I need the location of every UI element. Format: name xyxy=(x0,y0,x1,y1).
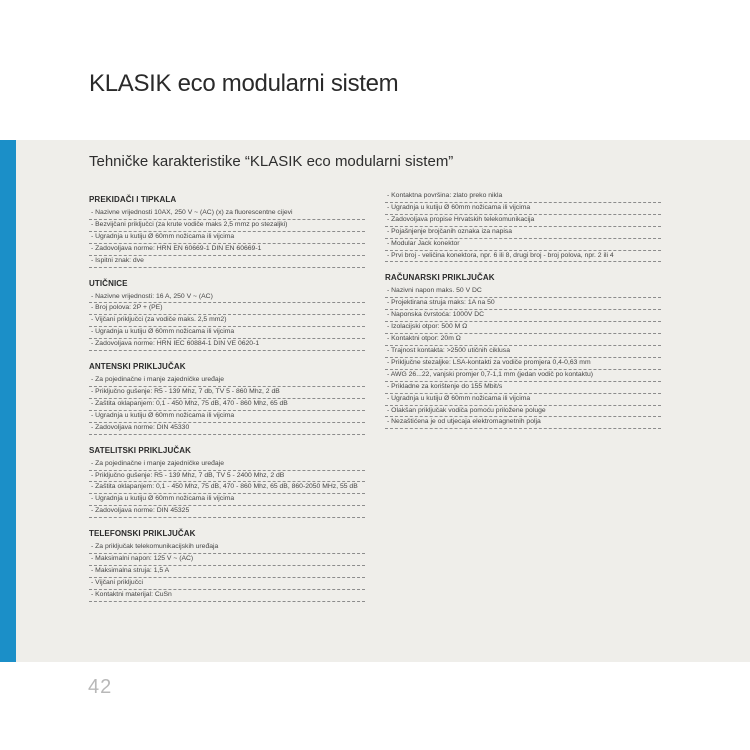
spec-row: - Izolacijski otpor: 500 M Ω xyxy=(385,322,661,334)
spec-row: - Za pojedinačne i manje zajedničke uređaje xyxy=(89,459,365,471)
spec-row: - Pojašnjenje brojčanih oznaka iza napisa xyxy=(385,227,661,239)
spec-row: - Zadovoljava propise Hrvatskih telekomunikacija xyxy=(385,215,661,227)
section-title: RAČUNARSKI PRIKLJUČAK xyxy=(385,273,495,283)
left-column xyxy=(89,195,365,613)
section-title: PREKIDAČI I TIPKALA xyxy=(89,195,177,204)
right-column xyxy=(385,191,661,440)
spec-row: - Trajnost kontakta: >2500 utičnih ciklusa xyxy=(385,346,661,358)
spec-row: - Priključno gušenje: R5 - 139 Mhz, 7 db, TV 5 - 860 Mhz, 2 dB xyxy=(89,387,365,399)
spec-row: - Priključne stezaljke: LSA-kontakti za vodiče promjera 0,4-0,63 mm xyxy=(385,358,661,370)
spec-row: - Prvi broj - veličina konektora, npr. 6 ili 8, drugi broj - broj polova, npr. 2 ili 4 xyxy=(385,251,661,263)
spec-row: - Ugradnja u kutiju Ø 60mm nožicama ili vijcima xyxy=(89,232,365,244)
spec-section xyxy=(89,195,365,268)
spec-row: - Za priključak telekomunikacijskih uređaja xyxy=(89,542,365,554)
spec-row: - Projektirana struja maks: 1A na 50 xyxy=(385,298,661,310)
spec-row: - Maksimalna struja: 1,5 A xyxy=(89,566,365,578)
spec-row: - Ugradnja u kutiju Ø 60mm nožicama ili vijcima xyxy=(89,327,365,339)
spec-row: - Bezvijčani priključci (za krute vodiče maks 2,5 mmz po stezaljki) xyxy=(89,220,365,232)
page-number: 42 xyxy=(88,676,113,698)
spec-row: - Zadovoljava norme: DIN 45325 xyxy=(89,506,365,518)
section-title: TELEFONSKI PRIKLJUČAK xyxy=(89,529,196,539)
spec-row: - AWG 26...22, vanjski promjer 0,7-1,1 mm (jedan vodič po kontaktu) xyxy=(385,370,661,382)
spec-row: - Zaštita oklapanjem: 0,1 - 450 Mhz, 75 dB, 470 - 860 Mhz, 65 dB xyxy=(89,399,365,411)
spec-row: - Naponska čvrstoća: 1000V DC xyxy=(385,310,661,322)
spec-section xyxy=(89,362,365,435)
spec-row: - Nazivni napon maks. 50 V DC xyxy=(385,286,661,298)
spec-row: - Modular Jack konektor xyxy=(385,239,661,251)
spec-row: - Ugradnja u kutiju Ø 60mm nožicama ili vijcima xyxy=(89,494,365,506)
section-title: SATELITSKI PRIKLJUČAK xyxy=(89,445,191,455)
page-title: KLASIK eco modularni sistem xyxy=(89,70,399,97)
spec-row: - Kontaktna površina: zlato preko nikla xyxy=(385,191,661,203)
spec-row: - Prikladne za korištenje do 155 Mbit/s xyxy=(385,382,661,394)
spec-row: - Kontaktni materijal: CuSn xyxy=(89,590,365,602)
spec-row: - Maksimalni napon: 125 V ~ (AC) xyxy=(89,554,365,566)
spec-row: - Broj polova: 2P + (PE) xyxy=(89,303,365,315)
spec-row: - Zaštita oklapanjem: 0,1 - 450 Mhz, 75 dB, 470 - 860 Mhz, 65 dB, 860-2050 MHz, 55 dB xyxy=(89,482,365,494)
spec-row: - Kontaktni otpor: 20m Ω xyxy=(385,334,661,346)
spec-row: - Ugradnja u kutiju Ø 60mm nožicama ili vijcima xyxy=(385,203,661,215)
spec-section xyxy=(385,273,661,429)
spec-section xyxy=(89,446,365,519)
spec-row: - Zadovoljava norme: DIN 45330 xyxy=(89,423,365,435)
spec-section-continued xyxy=(385,191,661,262)
spec-row: - Ispitni znak: dve xyxy=(89,256,365,268)
spec-row: - Nazivne vrijednosti: 16 A, 250 V ~ (AC) xyxy=(89,292,365,304)
section-title: ANTENSKI PRIKLJUČAK xyxy=(89,362,186,372)
spec-row: - Zadovoljava norme: HRN EN 60669-1 DIN EN 60669-1 xyxy=(89,244,365,256)
spec-row: - Vijčani priključci (za vodiče maks. 2,5 mm2) xyxy=(89,315,365,327)
section-title: UTIČNICE xyxy=(89,278,128,288)
spec-row: - Ugradnja u kutiju Ø 60mm nožicama ili vijcima xyxy=(89,411,365,423)
spec-row: - Ugradnja u kutiju Ø 60mm nožicama ili vijcima xyxy=(385,394,661,406)
spec-section xyxy=(89,529,365,602)
spec-row: - Olakšan priključak vodiča pomoću priložene poluge xyxy=(385,406,661,418)
spec-row: - Vijčani priključci xyxy=(89,578,365,590)
spec-row: - Za pojedinačne i manje zajedničke uređaje xyxy=(89,375,365,387)
accent-bar xyxy=(0,140,16,662)
spec-row: - Zadovoljava norme: HRN IEC 60884-1 DIN VE 0620-1 xyxy=(89,339,365,351)
spec-row: - Priključno gušenje: R5 - 139 Mhz, 7 dB, TV 5 - 2400 Mhz, 2 dB xyxy=(89,471,365,483)
panel-title: Tehničke karakteristike “KLASIK eco modularni sistem” xyxy=(89,153,454,170)
spec-row: - Nazivne vrijednosti 10AX, 250 V ~ (AC) (x) za fluorescentne cijevi xyxy=(89,208,365,220)
spec-row: - Nezaštićena je od utjecaja elektromagnetnih polja xyxy=(385,417,661,429)
spec-section xyxy=(89,279,365,352)
